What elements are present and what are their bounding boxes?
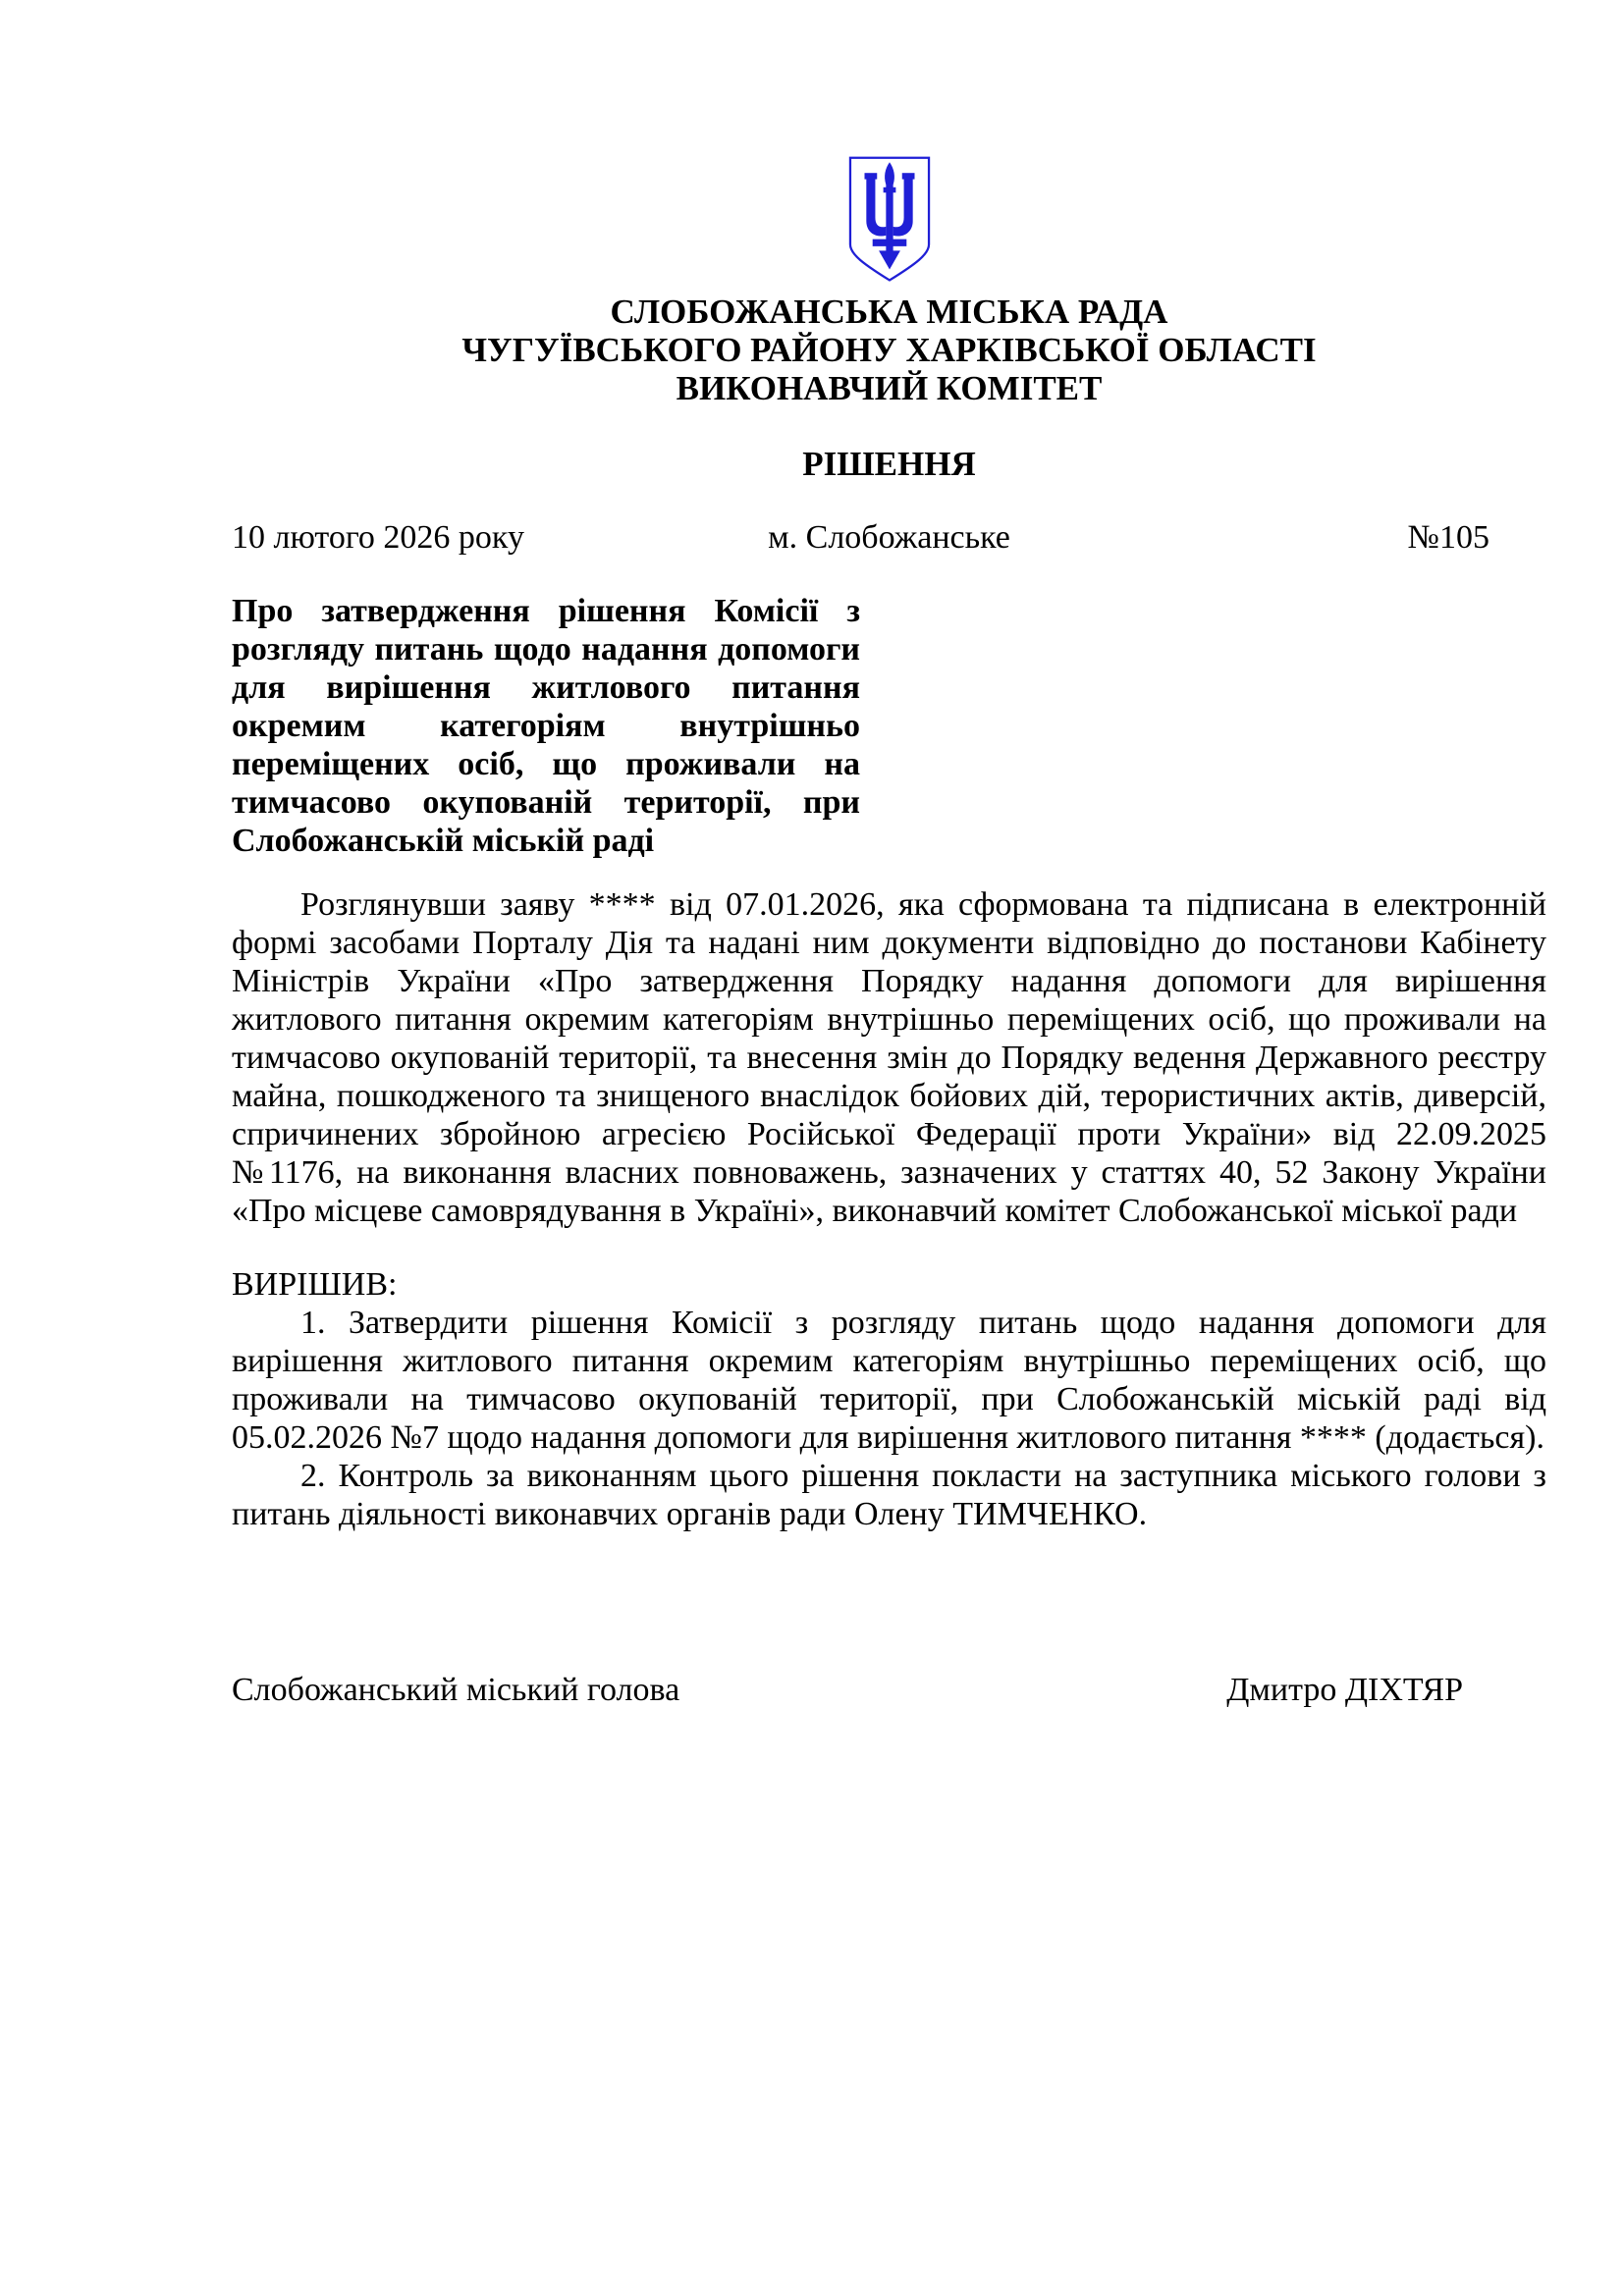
document-content [232, 0, 1546, 1709]
document-date: 10 лютого 2026 року [232, 519, 524, 556]
org-name-line: СЛОБОЖАНСЬКА МІСЬКА РАДА [610, 293, 1168, 331]
org-committee-line: ВИКОНАВЧИЙ КОМІТЕТ [676, 369, 1103, 407]
document-type-title: РІШЕННЯ [802, 445, 976, 483]
document-body-paragraph: Розглянувши заяву **** від 07.01.2026, яка сформована та підписана в електронній формі засобами Порталу Дія та надані ним документи відповідно до постанови Кабінету Міністрів України «Про затвердження Порядку надання допомоги для вирішення житлового питання окремим категоріям внутрішньо переміщених осіб, що проживали на тимчасово окупованій території, та внесення змін до Порядку ведення Державного реєстру майна, пошкодженого та знищеного внаслідок бойових дій, терористичних актів, диверсій, спричинених збройною агресією Російської Федерації проти України» від 22.09.2025 №1176, на виконання власних повноважень, зазначених у статтях 40, 52 Закону України «Про місцеве самоврядування в Україні», виконавчий комітет Слобожанської міської ради [232, 886, 1546, 1229]
document-number: №105 [1407, 519, 1489, 556]
signer-name: Дмитро ДІХТЯР [1226, 1672, 1463, 1708]
signer-title: Слобожанський міський голова [232, 1672, 680, 1708]
signature-row [232, 1671, 1546, 1709]
org-region-line: ЧУГУЇВСЬКОГО РАЙОНУ ХАРКІВСЬКОЇ ОБЛАСТІ [461, 331, 1317, 369]
resolution-word: ВИРІШИВ: [232, 1266, 398, 1303]
organization-header [232, 293, 1546, 407]
document-meta-row [232, 518, 1546, 557]
document-subject: Про затвердження рішення Комісії з розгляду питань щодо надання допомоги для вирішення житлового питання окремим категоріям внутрішньо переміщених осіб, що проживали на тимчасово окупованій території, при Слобожанській міській раді [232, 593, 860, 859]
ukraine-trident-emblem-icon [844, 155, 935, 285]
resolution-item-1: 1. Затвердити рішення Комісії з розгляду питань щодо надання допомоги для вирішення житлового питання окремим категоріям внутрішньо переміщених осіб, що проживали на тимчасово окупованій території, при Слобожанській міській раді від 05.02.2026 №7 щодо надання допомоги для вирішення житлового питання **** (додається). [232, 1305, 1546, 1456]
document-place: м. Слобожанське [768, 519, 1010, 556]
resolution-item-2: 2. Контроль за виконанням цього рішення покласти на заступника міського голови з питань діяльності виконавчих органів ради Олену ТИМЧЕНКО. [232, 1458, 1546, 1532]
trident-icon [844, 155, 935, 285]
